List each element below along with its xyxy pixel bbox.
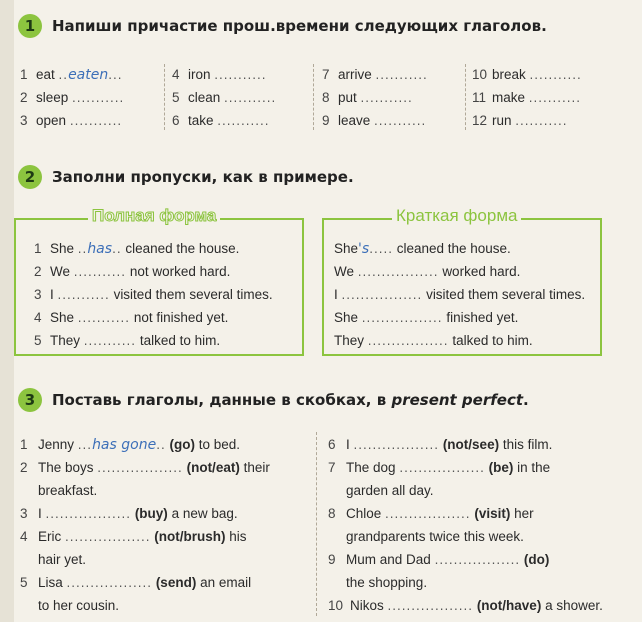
item-number: 7 [322,67,330,82]
sentence-subject: They [50,333,81,348]
answer-field[interactable]: .................. [45,506,132,521]
column-divider [313,64,314,130]
page-binding-edge [0,0,14,622]
sentence-subject: She [50,241,75,256]
full-form-sentence [34,332,288,350]
full-form-sentence [34,240,288,258]
verb-prompt: (not/eat) [186,460,240,475]
sentence-end: a shower. [545,598,603,613]
answer-field[interactable]: ........... [73,264,127,279]
sentence [328,436,552,454]
answer-dots: .. [112,241,122,256]
answer-field[interactable]: ........... [69,113,123,128]
verb-prompt: (not/have) [476,598,542,613]
sentence-rest: cleaned the house. [125,241,240,256]
column-divider [465,64,466,130]
sentence-subject: They [334,333,365,348]
item-number: 12 [472,113,488,128]
item-number: 1 [34,241,42,256]
answer-field[interactable]: ........... [72,90,125,105]
short-form-sentence [334,240,511,258]
sentence [20,528,247,546]
base-verb: iron [188,67,211,82]
answer-field[interactable]: ................. [361,310,443,325]
answer-field[interactable]: .................. [385,506,471,521]
sentence [328,597,603,615]
short-form-sentence [334,263,520,281]
answer-dots: ..... [369,241,393,256]
exercise-3-title-text: Поставь глаголы, данные в скобках, в [52,391,387,409]
sentence-subject: We [50,264,71,279]
item-number: 6 [172,113,180,128]
sentence-start: The boys [38,460,94,475]
answer-field[interactable]: ........... [529,67,582,82]
short-form-sentence [334,332,533,350]
full-form-sentence [34,286,288,304]
sentence [328,505,534,523]
verb-item [322,66,428,84]
sentence-end: an email [200,575,252,590]
verb-item [472,112,568,130]
item-number: 6 [328,437,336,452]
item-number: 11 [472,90,487,105]
sentence-rest: visited them several times. [113,287,273,302]
answer-field[interactable]: ........... [360,90,413,105]
verb-item [472,66,582,84]
sentence-subject: She [334,241,359,256]
item-number: 5 [34,333,42,348]
sentence-start: The dog [346,460,396,475]
short-form-sentence [334,309,518,327]
column-divider [164,64,165,130]
answer-field[interactable]: ........... [83,333,137,348]
sentence-start: Jenny [38,437,75,452]
sentence-rest: talked to him. [139,333,221,348]
base-verb: arrive [338,67,372,82]
answer-field[interactable]: has [87,241,113,257]
full-form-title: Полная форма [88,206,220,226]
answer-dots: .. [77,241,88,256]
item-number: 10 [472,67,488,82]
sentence-subject: I [50,287,54,302]
exercise-1-number-badge: 1 [18,14,42,38]
verb-item [472,89,581,107]
sentence-rest: visited them several times. [426,287,586,302]
answer-field[interactable]: has gone [92,437,157,453]
item-number: 3 [20,506,28,521]
answer-field[interactable]: .................. [65,529,151,544]
sentence-start: Chloe [346,506,382,521]
answer-dots: .. [156,437,166,452]
answer-field[interactable]: eaten [68,67,109,83]
answer-field[interactable]: ........... [528,90,582,105]
item-number: 8 [328,506,336,521]
base-verb: take [188,113,214,128]
column-divider [316,432,317,616]
answer-field[interactable]: ........... [374,113,427,128]
sentence [328,459,550,477]
sentence [20,436,240,454]
verb-prompt: (not/see) [442,437,500,452]
item-number: 3 [20,113,28,128]
answer-field[interactable]: .................. [399,460,485,475]
sentence-rest: talked to him. [452,333,533,348]
sentence-start: Lisa [38,575,63,590]
item-number: 7 [328,460,336,475]
verb-prompt: (send) [155,575,197,590]
sentence-rest: finished yet. [446,310,519,325]
sentence-subject: She [50,310,75,325]
exercise-3-title [52,391,529,409]
sentence-end: this film. [502,437,553,452]
verb-item [172,112,270,130]
item-number: 9 [328,552,336,567]
sentence-end: in the [517,460,551,475]
answer-field[interactable]: .................. [353,437,440,452]
answer-field[interactable]: .................. [387,598,474,613]
sentence-rest: not finished yet. [133,310,229,325]
verb-item [322,112,426,130]
sentence-continuation: hair yet. [38,552,87,567]
answer-field[interactable]: ........... [515,113,568,128]
item-number: 4 [20,529,28,544]
sentence-end: her [514,506,534,521]
sentence [20,505,238,523]
sentence-continuation: the shopping. [346,575,428,590]
item-number: 2 [20,460,28,475]
item-number: 8 [322,90,330,105]
sentence-end: a new bag. [171,506,238,521]
sentence-start: Mum and Dad [346,552,431,567]
sentence-continuation: to her cousin. [38,598,120,613]
item-number: 4 [34,310,42,325]
base-verb: eat [36,67,55,82]
sentence [20,459,270,477]
answer-field[interactable]: ........... [77,310,131,325]
answer-field[interactable]: .................. [97,460,183,475]
answer-dots: .. [58,67,69,82]
verb-item [20,112,122,130]
item-number: 5 [172,90,180,105]
answer-field[interactable]: ................. [357,264,439,279]
item-number: 2 [20,90,28,105]
sentence-subject: We [334,264,355,279]
answer-field[interactable]: .................. [434,552,521,567]
sentence-rest: not worked hard. [129,264,231,279]
verb-prompt: (not/brush) [154,529,226,544]
sentence-subject: She [334,310,359,325]
sentence-start: Eric [38,529,62,544]
short-form-title: Краткая форма [392,206,521,226]
answer-field[interactable]: ........... [217,113,270,128]
full-form-sentence [34,263,288,281]
base-verb: put [338,90,357,105]
sentence-start: I [346,437,350,452]
item-number: 3 [34,287,42,302]
sentence [20,574,251,592]
sentence-rest: cleaned the house. [396,241,511,256]
short-form-sentence [334,286,585,304]
exercise-3-title-end: . [523,391,529,409]
item-number: 1 [20,67,28,82]
answer-field[interactable]: ........... [214,67,267,82]
base-verb: open [36,113,67,128]
sentence-start: Nikos [350,598,384,613]
answer-field[interactable]: ........... [375,67,428,82]
sentence [328,551,549,569]
verb-prompt: (visit) [474,506,511,521]
verb-prompt: (go) [169,437,195,452]
item-number: 10 [328,598,344,613]
sentence-continuation: grandparents twice this week. [346,529,524,544]
verb-item [172,66,267,84]
answer-field[interactable]: ................. [367,333,449,348]
answer-field[interactable]: ........... [57,287,110,302]
exercise-1-title: Напиши причастие прош.времени следующих глаголов. [52,17,547,35]
verb-prompt: (do) [523,552,550,567]
answer-field[interactable]: 's [358,241,370,257]
exercise-3-number-badge: 3 [18,388,42,412]
item-number: 5 [20,575,28,590]
sentence-start: I [38,506,42,521]
exercise-2-title: Заполни пропуски, как в примере. [52,168,354,186]
verb-item [322,89,413,107]
verb-item [20,89,124,107]
verb-prompt: (buy) [134,506,168,521]
answer-field[interactable]: .................. [66,575,153,590]
full-form-sentence [34,309,288,327]
base-verb: clean [188,90,221,105]
sentence-rest: worked hard. [442,264,521,279]
sentence-continuation: garden all day. [346,483,434,498]
item-number: 9 [322,113,330,128]
base-verb: leave [338,113,371,128]
sentence-end: to bed. [198,437,241,452]
exercise-2-number-badge: 2 [18,165,42,189]
sentence-continuation: breakfast. [38,483,98,498]
answer-field[interactable]: ................. [341,287,423,302]
answer-dots: ... [108,67,123,82]
item-number: 2 [34,264,42,279]
verb-item [20,66,123,84]
item-number: 4 [172,67,180,82]
base-verb: run [492,113,512,128]
verb-prompt: (be) [488,460,514,475]
sentence-subject: I [334,287,338,302]
base-verb: make [492,90,526,105]
answer-field[interactable]: ........... [224,90,277,105]
item-number: 1 [20,437,28,452]
verb-item [172,89,276,107]
base-verb: sleep [36,90,69,105]
exercise-3-title-tense: present perfect [391,391,524,409]
base-verb: break [492,67,526,82]
sentence-end: his [229,529,247,544]
answer-dots: ... [77,437,93,452]
sentence-end: their [243,460,270,475]
